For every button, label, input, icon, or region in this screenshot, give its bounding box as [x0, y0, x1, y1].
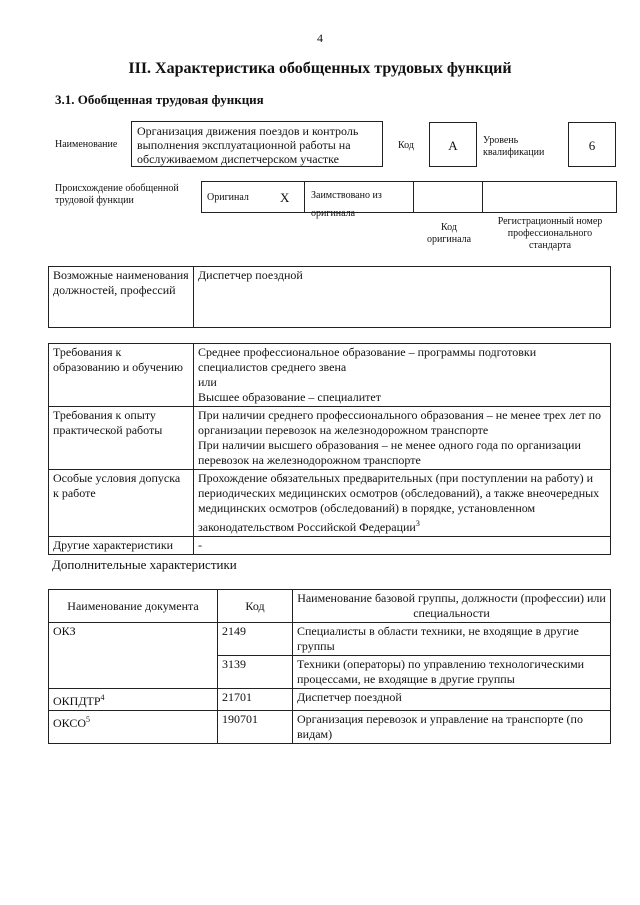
table-row: [49, 623, 611, 656]
requirement-label: Особые условия допуска к работе: [49, 470, 194, 537]
reg-number-cell: [482, 181, 617, 213]
origin-code-caption: Код оригинала: [426, 222, 472, 245]
requirement-label: Требования к образованию и обучению: [49, 344, 194, 407]
requirement-line: -: [194, 537, 611, 555]
positions-table: [48, 266, 611, 328]
group-cell: Организация перевозок и управление на транспорте (по видам): [293, 711, 611, 744]
name-label: Наименование: [55, 139, 118, 150]
group-cell: Специалисты в области техники, не входящие в другие группы: [293, 623, 611, 656]
requirement-line: При наличии среднего профессионального образования – не менее трех лет по организации перевозок на железнодорожном транспорте: [198, 408, 602, 437]
positions-value: Диспетчер поездной: [194, 267, 611, 328]
subsection-title: 3.1. Обобщенная трудовая функция: [55, 92, 264, 107]
table-header-row: [49, 590, 611, 623]
footnote-mark: 5: [86, 715, 91, 724]
requirement-line: Прохождение обязательных предварительных (при поступлении на работу) и периодических медицинских осмотров (обследований), а также внеочередных медицинских осмотров (обследований) в порядке, установленном законодательством Российской Федерации: [198, 471, 600, 534]
level-value: 6: [568, 122, 616, 167]
reg-number-caption: Регистрационный номер профессионального стандарта: [497, 216, 603, 251]
requirement-label: Требования к опыту практической работы: [49, 407, 194, 470]
requirements-table: [48, 343, 611, 555]
requirement-line: Высшее образование – специалитет: [198, 390, 381, 404]
code-cell: 190701: [218, 711, 293, 744]
section-title: III. Характеристика обобщенных трудовых функций: [128, 60, 512, 77]
group-cell: Диспетчер поездной: [293, 689, 611, 711]
borrowed-label: Заимствовано из оригинала: [311, 190, 382, 219]
table-row: [49, 711, 611, 744]
code-value: А: [429, 122, 477, 167]
additional-title: Дополнительные характеристики: [52, 557, 237, 572]
requirement-row: [49, 344, 611, 407]
code-label: Код: [398, 140, 414, 151]
footnote-mark: 3: [415, 519, 420, 528]
origin-label: Происхождение обобщенной трудовой функции: [55, 183, 179, 206]
column-header: Наименование базовой группы, должности (профессии) или специальности: [293, 590, 611, 623]
function-name: Организация движения поездов и контроль выполнения эксплуатационной работы на обслуживаемом диспетчерском участке: [131, 121, 383, 167]
column-header: Наименование документа: [49, 590, 218, 623]
doc-cell: ОКСО: [53, 716, 87, 730]
requirement-line: или: [198, 375, 217, 389]
requirement-line: Среднее профессиональное образование – программы подготовки специалистов среднего звена: [198, 345, 537, 374]
requirement-row: [49, 470, 611, 537]
page-number: 4: [317, 31, 323, 45]
original-label: Оригинал: [207, 192, 249, 203]
original-mark: X: [280, 190, 290, 205]
level-label: Уровень квалификации: [483, 135, 545, 158]
requirement-row: [49, 407, 611, 470]
requirement-line: При наличии высшего образования – не менее одного года по организации перевозок на железнодорожном транспорте: [198, 438, 581, 467]
origin-code-cell: [413, 181, 483, 213]
requirement-row: [49, 537, 611, 555]
requirement-label: Другие характеристики: [49, 537, 194, 555]
footnote-mark: 4: [100, 693, 105, 702]
doc-cell: ОКЗ: [49, 623, 218, 689]
code-cell: 2149: [218, 623, 293, 656]
column-header: Код: [218, 590, 293, 623]
doc-cell: ОКПДТР: [53, 694, 101, 708]
code-cell: 21701: [218, 689, 293, 711]
group-cell: Техники (операторы) по управлению технологическими процессами, не входящие в другие группы: [293, 656, 611, 689]
positions-label: Возможные наименования должностей, профессий: [49, 267, 194, 328]
code-cell: 3139: [218, 656, 293, 689]
additional-table: [48, 589, 611, 744]
original-cell: [201, 181, 305, 213]
borrowed-cell: [304, 181, 414, 219]
table-row: [49, 689, 611, 711]
